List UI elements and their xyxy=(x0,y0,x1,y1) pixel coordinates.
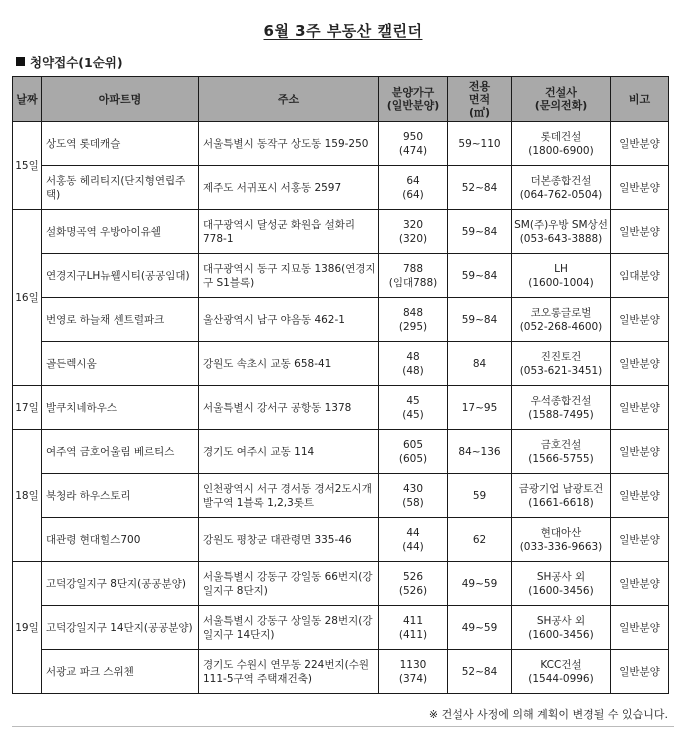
builder-cell: 금광기업 남광토건 (1661-6618) xyxy=(512,474,611,518)
address-cell: 서울특별시 강서구 공항동 1378 xyxy=(199,386,379,430)
area-cell: 17~95 xyxy=(448,386,512,430)
apt-name-cell: 고덕강일지구 14단지(공공분양) xyxy=(42,606,199,650)
builder-cell: SH공사 외 (1600-3456) xyxy=(512,606,611,650)
area-cell: 59~110 xyxy=(448,122,512,166)
area-cell: 59 xyxy=(448,474,512,518)
units-cell: 526 (526) xyxy=(379,562,448,606)
area-cell: 84 xyxy=(448,342,512,386)
address-cell: 인천광역시 서구 경서동 경서2도시개발구역 1블록 1,2,3롯트 xyxy=(199,474,379,518)
area-cell: 62 xyxy=(448,518,512,562)
builder-cell: 롯데건설 (1800-6900) xyxy=(512,122,611,166)
day-cell: 15일 xyxy=(13,122,42,210)
address-cell: 서울특별시 동작구 상도동 159-250 xyxy=(199,122,379,166)
header-addr: 주소 xyxy=(199,77,379,122)
table-row xyxy=(13,342,669,386)
address-cell: 제주도 서귀포시 서홍동 2597 xyxy=(199,166,379,210)
apt-name-cell: 서광교 파크 스위첸 xyxy=(42,650,199,694)
units-cell: 848 (295) xyxy=(379,298,448,342)
builder-cell: SH공사 외 (1600-3456) xyxy=(512,562,611,606)
area-cell: 49~59 xyxy=(448,562,512,606)
table-header-row xyxy=(13,77,669,122)
apt-name-cell: 연경지구LH뉴웰시티(공공임대) xyxy=(42,254,199,298)
note-cell: 일반분양 xyxy=(611,166,669,210)
note-cell: 일반분양 xyxy=(611,122,669,166)
builder-cell: 코오롱글로벌 (052-268-4600) xyxy=(512,298,611,342)
builder-cell: 우석종합건설 (1588-7495) xyxy=(512,386,611,430)
apt-name-cell: 서홍동 헤리티지(단지형연립주택) xyxy=(42,166,199,210)
builder-cell: SM(주)우방 SM상선 (053-643-3888) xyxy=(512,210,611,254)
units-cell: 411 (411) xyxy=(379,606,448,650)
table-row xyxy=(13,210,669,254)
note-cell: 일반분양 xyxy=(611,386,669,430)
builder-cell: 금호건설 (1566-5755) xyxy=(512,430,611,474)
page-title: 6월 3주 부동산 캘린더 xyxy=(263,22,423,40)
address-cell: 대구광역시 달성군 화원읍 설화리 778-1 xyxy=(199,210,379,254)
builder-cell: LH (1600-1004) xyxy=(512,254,611,298)
builder-cell: KCC건설 (1544-0996) xyxy=(512,650,611,694)
note-cell: 일반분양 xyxy=(611,342,669,386)
units-cell: 48 (48) xyxy=(379,342,448,386)
address-cell: 울산광역시 남구 야음동 462-1 xyxy=(199,298,379,342)
note-cell: 일반분양 xyxy=(611,210,669,254)
table-row xyxy=(13,122,669,166)
units-cell: 320 (320) xyxy=(379,210,448,254)
area-cell: 59~84 xyxy=(448,298,512,342)
table-row xyxy=(13,298,669,342)
table-row xyxy=(13,166,669,210)
day-cell: 19일 xyxy=(13,562,42,694)
apt-name-cell: 발쿠치네하우스 xyxy=(42,386,199,430)
bottom-divider xyxy=(12,726,674,727)
address-cell: 강원도 평창군 대관령면 335-46 xyxy=(199,518,379,562)
apt-name-cell: 여주역 금호어울림 베르티스 xyxy=(42,430,199,474)
square-bullet-icon xyxy=(16,57,25,66)
table-row xyxy=(13,606,669,650)
note-cell: 일반분양 xyxy=(611,518,669,562)
apt-name-cell: 골든렉시움 xyxy=(42,342,199,386)
address-cell: 서울특별시 강동구 상일동 28번지(강일지구 14단지) xyxy=(199,606,379,650)
units-cell: 1130 (374) xyxy=(379,650,448,694)
apt-name-cell: 번영로 하늘채 센트럴파크 xyxy=(42,298,199,342)
address-cell: 경기도 수원시 연무동 224번지(수원111-5구역 주택재건축) xyxy=(199,650,379,694)
header-apt: 아파트명 xyxy=(42,77,199,122)
units-cell: 45 (45) xyxy=(379,386,448,430)
area-cell: 59~84 xyxy=(448,254,512,298)
area-cell: 52~84 xyxy=(448,166,512,210)
table-row xyxy=(13,430,669,474)
units-cell: 64 (64) xyxy=(379,166,448,210)
note-cell: 일반분양 xyxy=(611,298,669,342)
note-cell: 일반분양 xyxy=(611,562,669,606)
units-cell: 44 (44) xyxy=(379,518,448,562)
day-cell: 18일 xyxy=(13,430,42,562)
section-label: 청약접수(1순위) xyxy=(16,53,123,71)
note-cell: 일반분양 xyxy=(611,430,669,474)
header-note: 비고 xyxy=(611,77,669,122)
table-row xyxy=(13,254,669,298)
apt-name-cell: 설화명곡역 우방아이유쉘 xyxy=(42,210,199,254)
units-cell: 950 (474) xyxy=(379,122,448,166)
table-row xyxy=(13,562,669,606)
address-cell: 경기도 여주시 교동 114 xyxy=(199,430,379,474)
note-cell: 임대분양 xyxy=(611,254,669,298)
area-cell: 52~84 xyxy=(448,650,512,694)
day-cell: 16일 xyxy=(13,210,42,386)
apt-name-cell: 상도역 롯데캐슬 xyxy=(42,122,199,166)
table-row xyxy=(13,650,669,694)
units-cell: 605 (605) xyxy=(379,430,448,474)
builder-cell: 더본종합건설 (064-762-0504) xyxy=(512,166,611,210)
area-cell: 84~136 xyxy=(448,430,512,474)
note-cell: 일반분양 xyxy=(611,474,669,518)
address-cell: 강원도 속초시 교동 658-41 xyxy=(199,342,379,386)
table-body xyxy=(13,122,669,694)
calendar-table xyxy=(12,76,669,694)
table-row xyxy=(13,474,669,518)
address-cell: 서울특별시 강동구 강일동 66번지(강일지구 8단지) xyxy=(199,562,379,606)
footnote: ※ 건설사 사정에 의해 계획이 변경될 수 있습니다. xyxy=(428,708,668,721)
builder-cell: 진진토건 (053-621-3451) xyxy=(512,342,611,386)
apt-name-cell: 대관령 현대힐스700 xyxy=(42,518,199,562)
units-cell: 788 (임대788) xyxy=(379,254,448,298)
area-cell: 59~84 xyxy=(448,210,512,254)
units-cell: 430 (58) xyxy=(379,474,448,518)
table-row xyxy=(13,386,669,430)
header-area: 전용 면적 (㎡) xyxy=(448,77,512,122)
builder-cell: 현대아산 (033-336-9663) xyxy=(512,518,611,562)
header-day: 날짜 xyxy=(13,77,42,122)
header-units: 분양가구 (일반분양) xyxy=(379,77,448,122)
area-cell: 49~59 xyxy=(448,606,512,650)
header-builder: 건설사 (문의전화) xyxy=(512,77,611,122)
note-cell: 일반분양 xyxy=(611,606,669,650)
note-cell: 일반분양 xyxy=(611,650,669,694)
day-cell: 17일 xyxy=(13,386,42,430)
table-row xyxy=(13,518,669,562)
address-cell: 대구광역시 동구 지묘동 1386(연경지구 S1블록) xyxy=(199,254,379,298)
apt-name-cell: 북청라 하우스토리 xyxy=(42,474,199,518)
apt-name-cell: 고덕강일지구 8단지(공공분양) xyxy=(42,562,199,606)
